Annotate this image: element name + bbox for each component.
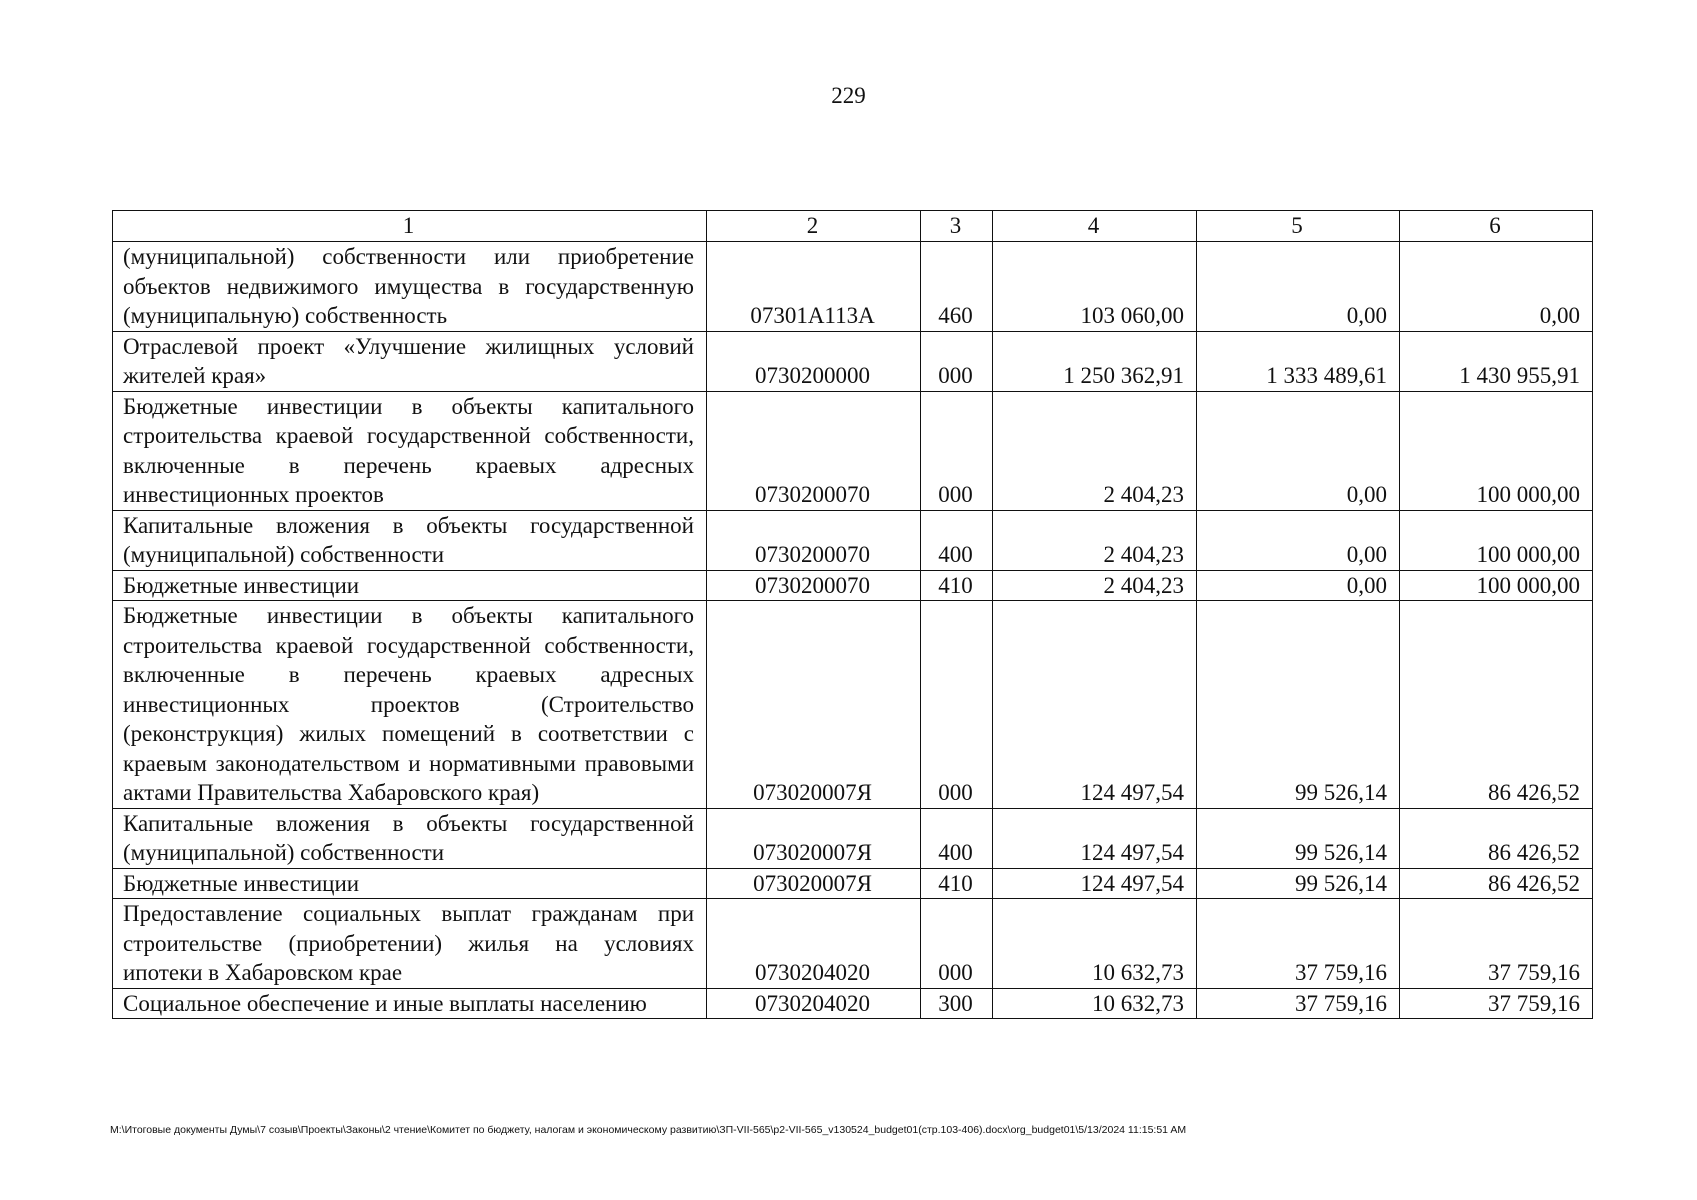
header-row (113, 211, 1593, 242)
row-value-4: 10 632,73 (993, 899, 1197, 989)
row-value-6: 37 759,16 (1400, 899, 1593, 989)
table-row (113, 331, 1593, 391)
row-value-4: 10 632,73 (993, 988, 1197, 1019)
row-code: 0730200070 (707, 510, 921, 570)
table-row (113, 510, 1593, 570)
row-value-5: 99 526,14 (1197, 808, 1400, 868)
column-header: 5 (1197, 211, 1400, 242)
row-value-6: 86 426,52 (1400, 868, 1593, 899)
table-row (113, 391, 1593, 510)
row-value-5: 0,00 (1197, 391, 1400, 510)
row-value-4: 103 060,00 (993, 242, 1197, 332)
row-name: Бюджетные инвестиции (113, 570, 707, 601)
row-value-4: 124 497,54 (993, 868, 1197, 899)
row-kind: 000 (921, 391, 993, 510)
row-value-5: 99 526,14 (1197, 601, 1400, 809)
table-row (113, 570, 1593, 601)
row-code: 073020007Я (707, 868, 921, 899)
row-name: Бюджетные инвестиции в объекты капитального строительства краевой государственной собственности, включенные в перечень краевых адресных инвестиционных проектов (Строительство (реконструкция) жилых помещений в соответствии с краевым законодательством и нормативными правовыми актами Правительства Хабаровского края) (113, 601, 707, 809)
row-name: Бюджетные инвестиции в объекты капитального строительства краевой государственной собственности, включенные в перечень краевых адресных инвестиционных проектов (113, 391, 707, 510)
row-value-6: 37 759,16 (1400, 988, 1593, 1019)
row-value-5: 37 759,16 (1197, 899, 1400, 989)
column-header: 3 (921, 211, 993, 242)
row-code: 0730200000 (707, 331, 921, 391)
row-value-4: 2 404,23 (993, 391, 1197, 510)
row-kind: 000 (921, 899, 993, 989)
row-kind: 410 (921, 570, 993, 601)
row-name: Социальное обеспечение и иные выплаты населению (113, 988, 707, 1019)
row-name: Отраслевой проект «Улучшение жилищных условий жителей края» (113, 331, 707, 391)
table-row (113, 242, 1593, 332)
column-header: 6 (1400, 211, 1593, 242)
row-value-6: 86 426,52 (1400, 808, 1593, 868)
row-value-4: 124 497,54 (993, 601, 1197, 809)
column-header: 4 (993, 211, 1197, 242)
row-kind: 400 (921, 510, 993, 570)
row-code: 073020007Я (707, 601, 921, 809)
row-kind: 460 (921, 242, 993, 332)
row-value-4: 2 404,23 (993, 570, 1197, 601)
row-value-5: 0,00 (1197, 570, 1400, 601)
row-value-4: 1 250 362,91 (993, 331, 1197, 391)
row-value-5: 0,00 (1197, 242, 1400, 332)
row-kind: 400 (921, 808, 993, 868)
row-value-5: 1 333 489,61 (1197, 331, 1400, 391)
table-row (113, 899, 1593, 989)
row-code: 0730200070 (707, 391, 921, 510)
row-name: Капитальные вложения в объекты государственной (муниципальной) собственности (113, 808, 707, 868)
row-name: Капитальные вложения в объекты государственной (муниципальной) собственности (113, 510, 707, 570)
budget-table (112, 210, 1593, 1019)
table-row (113, 868, 1593, 899)
row-value-5: 0,00 (1197, 510, 1400, 570)
column-header: 1 (113, 211, 707, 242)
row-code: 0730204020 (707, 899, 921, 989)
row-code: 0730200070 (707, 570, 921, 601)
row-value-4: 2 404,23 (993, 510, 1197, 570)
row-code: 07301А113А (707, 242, 921, 332)
document-path-footer: М:\Итоговые документы Думы\7 созыв\Проекты\Законы\2 чтение\Комитет по бюджету, налогам и экономическому развитию\ЗП-VII-565\р2-VII-565_v130524_budget01(стр.103-406).docx\org_budget01\5/13/2024 11:15:51 AM (110, 1124, 1187, 1136)
row-kind: 300 (921, 988, 993, 1019)
row-code: 073020007Я (707, 808, 921, 868)
row-value-6: 100 000,00 (1400, 510, 1593, 570)
row-code: 0730204020 (707, 988, 921, 1019)
row-name: Предоставление социальных выплат гражданам при строительстве (приобретении) жилья на условиях ипотеки в Хабаровском крае (113, 899, 707, 989)
row-kind: 000 (921, 331, 993, 391)
row-value-6: 0,00 (1400, 242, 1593, 332)
row-value-5: 99 526,14 (1197, 868, 1400, 899)
row-name: Бюджетные инвестиции (113, 868, 707, 899)
column-header: 2 (707, 211, 921, 242)
row-kind: 410 (921, 868, 993, 899)
row-value-5: 37 759,16 (1197, 988, 1400, 1019)
row-value-6: 1 430 955,91 (1400, 331, 1593, 391)
row-value-6: 100 000,00 (1400, 570, 1593, 601)
page-number: 229 (831, 83, 866, 108)
table-row (113, 808, 1593, 868)
row-value-4: 124 497,54 (993, 808, 1197, 868)
row-name: (муниципальной) собственности или приобретение объектов недвижимого имущества в государственную (муниципальную) собственность (113, 242, 707, 332)
row-kind: 000 (921, 601, 993, 809)
row-value-6: 86 426,52 (1400, 601, 1593, 809)
table-row (113, 988, 1593, 1019)
row-value-6: 100 000,00 (1400, 391, 1593, 510)
table-row (113, 601, 1593, 809)
